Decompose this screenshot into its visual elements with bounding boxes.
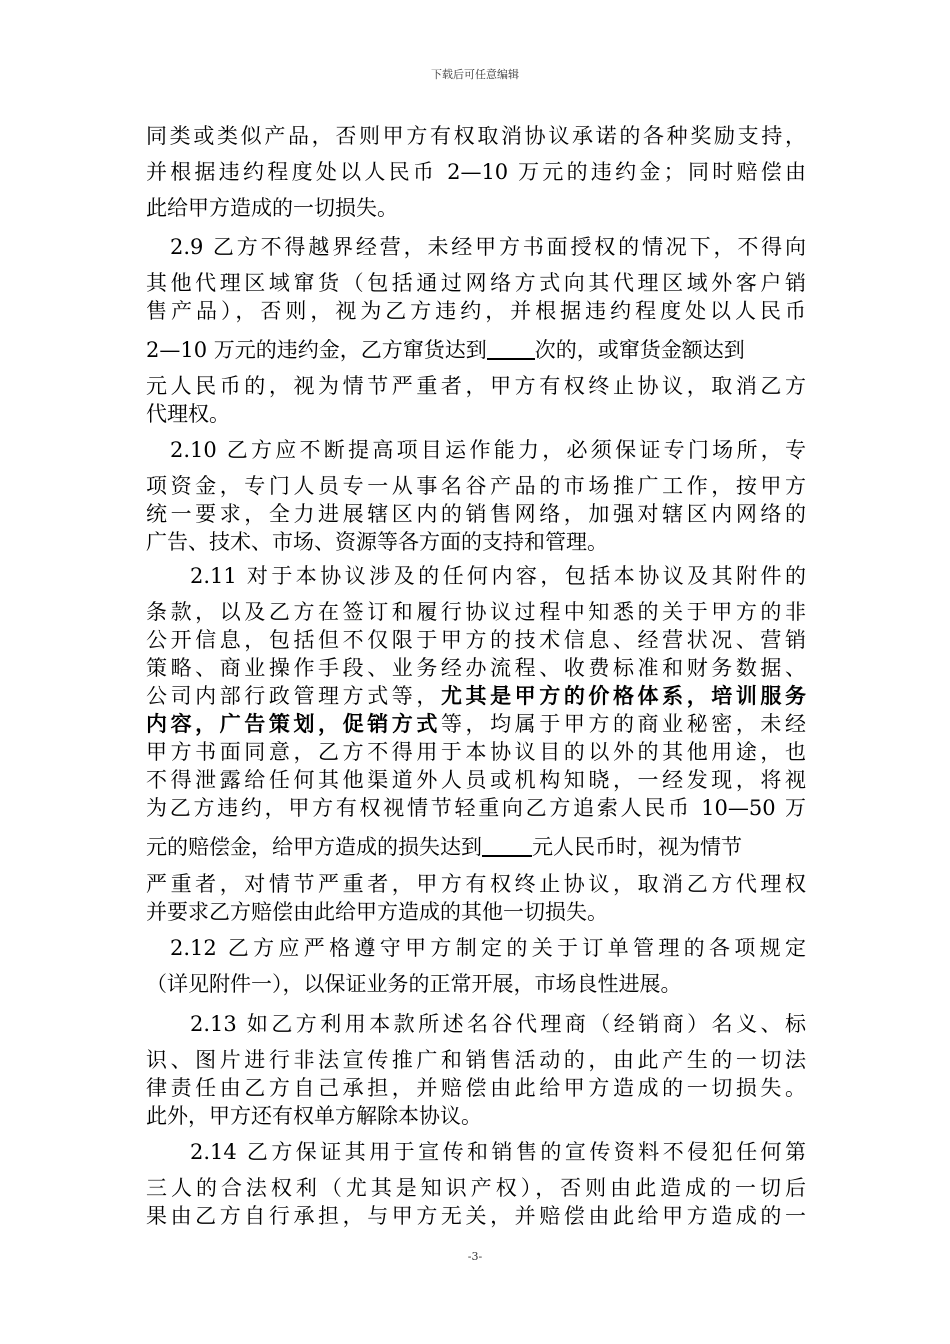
body-line: 此外，甲方还有权单方解除本协议。 xyxy=(146,1104,482,1128)
body-line: 售产品），否则，视为乙方违约，并根据违约程度处以人民币 xyxy=(146,299,806,323)
clause-2-11-line: 2.11 对于本协议涉及的任何内容，包括本协议及其附件的 xyxy=(190,564,806,588)
text-fragment: 2—10 万元的违约金，乙方窜货达到 xyxy=(146,338,487,362)
body-line: 识、图片进行非法宣传推广和销售活动的，由此产生的一切法 xyxy=(146,1048,806,1072)
body-line: 此给甲方造成的一切损失。 xyxy=(146,196,398,220)
body-line: 律责任由乙方自己承担，并赔偿由此给甲方造成的一切损失。 xyxy=(146,1076,806,1100)
body-line-with-blank xyxy=(146,833,806,861)
clause-2-12-line: 2.12 乙方应严格遵守甲方制定的关于订单管理的各项规定 xyxy=(170,936,806,960)
body-line: 不得泄露给任何其他渠道外人员或机构知晓，一经发现，将视 xyxy=(146,768,806,792)
body-line-bold-part xyxy=(146,710,806,738)
text-fragment: 次的，或窜货金额达到 xyxy=(534,338,745,362)
bold-fragment: 尤其是甲方的价格体系，培训服务 xyxy=(440,683,806,708)
body-line: 代理权。 xyxy=(146,402,230,426)
clause-2-10-line: 2.10 乙方应不断提高项目运作能力，必须保证专门场所，专 xyxy=(170,438,806,462)
body-line: 并要求乙方赔偿由此给甲方造成的其他一切损失。 xyxy=(146,900,608,924)
body-line: （详见附件一），以保证业务的正常开展，市场良性进展。 xyxy=(146,972,682,996)
clause-2-14-line: 2.14 乙方保证其用于宣传和销售的宣传资料不侵犯任何第 xyxy=(190,1140,806,1164)
body-line: 统一要求，全力进展辖区内的销售网络，加强对辖区内网络的 xyxy=(146,502,806,526)
body-line: 其他代理区域窜货（包括通过网络方式向其代理区域外客户销 xyxy=(146,271,806,295)
body-line: 三人的合法权利（尤其是知识产权），否则由此造成的一切后 xyxy=(146,1176,806,1200)
body-line: 为乙方违约，甲方有权视情节轻重向乙方追索人民币 10—50 万 xyxy=(146,796,806,820)
text-fragment: 公司内部行政管理方式等， xyxy=(146,684,441,708)
body-line: 广告、技术、市场、资源等各方面的支持和管理。 xyxy=(146,530,608,554)
page-header: 下载后可任意编辑 xyxy=(431,68,519,81)
body-line: 果由乙方自行承担，与甲方无关，并赔偿由此给甲方造成的一 xyxy=(146,1204,806,1228)
body-line: 甲方书面同意，乙方不得用于本协议目的以外的其他用途，也 xyxy=(146,740,806,764)
fill-in-blank xyxy=(487,340,535,360)
body-line-with-blank xyxy=(146,336,806,364)
body-line-bold-part xyxy=(146,682,806,710)
body-line: 策略、商业操作手段、业务经办流程、收费标准和财务数据、 xyxy=(146,656,806,680)
body-line: 严重者，对情节严重者，甲方有权终止协议，取消乙方代理权 xyxy=(146,872,806,896)
body-line: 并根据违约程度处以人民币 2—10 万元的违约金；同时赔偿由 xyxy=(146,160,806,184)
text-fragment: 元人民币时，视为情节 xyxy=(532,835,742,859)
clause-2-13-line: 2.13 如乙方利用本款所述名谷代理商（经销商）名义、标 xyxy=(190,1012,806,1036)
body-line: 条款，以及乙方在签订和履行协议过程中知悉的关于甲方的非 xyxy=(146,600,806,624)
fill-in-blank xyxy=(482,837,532,857)
body-line: 元人民币的，视为情节严重者，甲方有权终止协议，取消乙方 xyxy=(146,374,806,398)
text-fragment: 等，均属于甲方的商业秘密，未经 xyxy=(440,712,806,736)
body-line: 项资金，专门人员专一从事名谷产品的市场推广工作，按甲方 xyxy=(146,474,806,498)
body-line: 公开信息，包括但不仅限于甲方的技术信息、经营状况、营销 xyxy=(146,628,806,652)
body-line: 同类或类似产品，否则甲方有权取消协议承诺的各种奖励支持， xyxy=(146,124,806,148)
page-number: -3- xyxy=(467,1250,483,1263)
text-fragment: 元的赔偿金，给甲方造成的损失达到 xyxy=(146,835,482,859)
clause-2-9-line: 2.9 乙方不得越界经营，未经甲方书面授权的情况下，不得向 xyxy=(170,235,806,259)
bold-fragment: 内容，广告策划，促销方式 xyxy=(146,711,441,736)
